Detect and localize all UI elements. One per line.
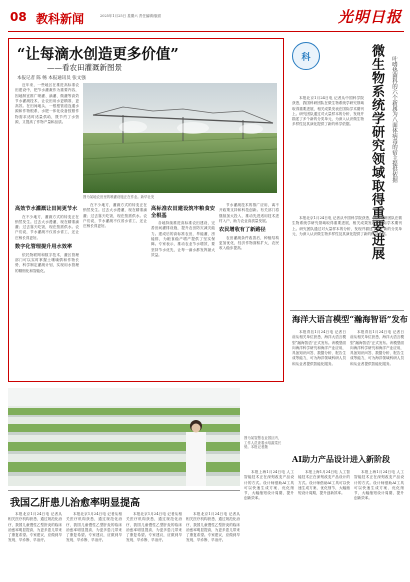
article-paragraph: 各地持续推进高标准农田建设，完善田间灌排设施，提升农田防灾减灾能力。建成后的高标准农田，旱能灌、涝能排，为粮食稳产增产提供了坚实保障。专家表示，推动农业节水增效，要坚持节水优先，让每一滴水都发挥最大效益。: [151, 221, 215, 257]
article-paragraph: 本报青岛1月24日电 记者日前从相关单位获悉，海洋大语言模型“瀚海智语”正式发布。该模型面向海洋科学研究和海洋产业应用，具备知识问答、数据分析、报告生成等能力，可为海洋领域科研人员和从业者提供智能化服务。: [350, 330, 404, 366]
page-number: 08: [10, 10, 27, 24]
lead-story-column: [151, 203, 215, 377]
article-paragraph: 在不少地方，灌溉方式的转变正在悄然发生。过去大水漫灌，现在精准滴灌；过去靠天吃饭，现在按需供水。农户们说，节水灌溉不仅省水省工，还让庄稼长得更好。: [15, 214, 79, 240]
medical-story-column: [8, 512, 62, 578]
lead-story-box: [8, 38, 284, 382]
medical-story-column: [126, 512, 182, 578]
section-subhead: 高效节水灌溉让田间更节水: [15, 206, 78, 212]
haiyang-story-title: 海洋大语言模型“瀚海智语”发布: [292, 314, 408, 324]
sidebar-story-column: [292, 216, 402, 308]
ai-story-column: [354, 470, 404, 576]
article-paragraph: 在不少地方，灌溉方式的转变正在悄然发生。过去大水漫灌，现在精准滴灌；过去靠天吃饭，现在按需供水。农户们说，节水灌溉不仅省水省工，还让庄稼长得更好。: [83, 203, 147, 229]
lead-story-column: [219, 203, 279, 377]
sidebar-story-subheadline: 叶嗜热菌科的六个新属为八面体病毒的宿主提供依据: [391, 56, 397, 183]
lead-story-column: [15, 83, 79, 195]
irrigation-photo: [83, 83, 277, 193]
article-paragraph: 本报青岛1月24日电 记者日前从相关单位获悉，海洋大语言模型“瀚海智语”正式发布。该模型面向海洋科学研究和海洋产业应用，具备知识问答、数据分析、报告生成等能力，可为海洋领域科研人员和从业者提供智能化服务。: [292, 330, 346, 366]
lead-story-column: [83, 203, 147, 377]
section-subhead: 农民增收有了新路径: [219, 227, 266, 234]
lead-story-subtitle: ——看农田灌溉新图景: [47, 63, 122, 72]
page-masthead: [8, 4, 404, 32]
science-seal-icon: [292, 42, 320, 70]
photo-caption: 图为某地农田里的喷灌设施正在作业。新华社发: [83, 195, 155, 199]
issue-meta: 2025年1月25日 星期六 责任编辑/版面: [100, 14, 161, 18]
article-paragraph: 节水灌溉技术的推广应用，离不开政策支持和科技创新。有关部门将继续加大投入，推动先进适用技术进村入户，助力农业高质量发展。: [219, 203, 279, 223]
article-paragraph: 本报北京1月24日电 记者从相关医疗机构获悉，通过规范化治疗，我国儿童慢性乙型肝炎的临床治愈率明显提高，为更多患儿带来了康复希望。专家建议，应做到早发现、早诊断、早治疗。: [66, 512, 122, 543]
lead-story-byline: 本报记者 陈 畅 本报通讯员 张文强: [17, 76, 86, 81]
divider: [290, 310, 404, 311]
article-paragraph: 本报北京1月24日电 记者从相关医疗机构获悉，通过规范化治疗，我国儿童慢性乙型肝炎的临床治愈率明显提高，为更多患儿带来了康复希望。专家建议，应做到早发现、早诊断、早治疗。: [126, 512, 182, 543]
newspaper-logo: 光明日报: [337, 8, 402, 26]
article-paragraph: 本报上海1月24日电 人工智能技术正在深刻改变产品设计的方式。设计师借助AI工具可以快速生成方案、优化细节，大幅缩短设计周期，提升创新效率。: [244, 470, 294, 501]
lead-story-column: [15, 203, 79, 377]
article-paragraph: 本报上海1月24日电 人工智能技术正在深刻改变产品设计的方式。设计师借助AI工具可以快速生成方案、优化细节，大幅缩短设计周期，提升创新效率。: [354, 470, 404, 501]
article-paragraph: 本报北京1月24日电 记者从相关医疗机构获悉，通过规范化治疗，我国儿童慢性乙型肝炎的临床治愈率明显提高，为更多患儿带来了康复希望。专家建议，应做到早发现、早诊断、早治疗。: [8, 512, 62, 543]
article-paragraph: 本报北京1月24日电 记者从相关医疗机构获悉，通过规范化治疗，我国儿童慢性乙型肝炎的临床治愈率明显提高，为更多患儿带来了康复希望。专家建议，应做到早发现、早诊断、早治疗。: [186, 512, 240, 543]
article-paragraph: 本报上海1月24日电 人工智能技术正在深刻改变产品设计的方式。设计师借助AI工具可以快速生成方案、优化细节，大幅缩短设计周期，提升创新效率。: [298, 470, 350, 496]
medical-story-column: [66, 512, 122, 578]
article-paragraph: 本报北京1月24日电 记者从中国科学院获悉，我国科研团队在微生物系统学研究领域取得重要进展，相关成果发表在国际学术期刊上。研究团队通过对大量样本的分析，发现并描述了多个新的分类单元，为深入认识微生物多样性及其演化提供了新的科学依据。: [292, 96, 364, 127]
medical-story-column: [186, 512, 240, 578]
ai-story-column: [244, 470, 294, 576]
ai-story-column: [298, 470, 350, 576]
sidebar-story-headline: 微生物系统学研究领域取得重要进展: [369, 44, 384, 260]
greenhouse-photo: [8, 388, 240, 486]
article-paragraph: 本报北京1月24日电 记者从中国科学院获悉，我国科研团队在微生物系统学研究领域取得重要进展，相关成果发表在国际学术期刊上。研究团队通过对大量样本的分析，发现并描述了多个新的分类单元，为深入认识微生物多样性及其演化提供了新的科学依据。: [292, 216, 402, 236]
article-paragraph: 近年来，一些地区在推进高标准农田建设中，把节水灌溉作为重要内容，因地制宜推广喷灌、滴灌、微灌等高效节水灌溉技术，让农田用水更精准、更高效。在田间地头，一根根管道连通水源和作物根系，水肥一体化设备按照作物需求适时适量供给，既节约了水资源，又提高了作物产量和品质。: [15, 83, 79, 125]
photo-caption: 图为某智慧农业园区内，工作人员查看水培蔬菜长势。本报记者摄: [244, 436, 282, 450]
lead-story-title: “让每滴水创造更多价值”: [17, 46, 179, 63]
article-paragraph: 农田灌溉条件改善后，种植结构更加优化，经济作物面积扩大，农民收入稳步提高。: [219, 235, 279, 251]
section-subhead: 高标准农田建设筑牢粮食安全根基: [151, 206, 215, 219]
section-subhead: 数字化管理提升用水效率: [15, 244, 73, 251]
divider: [8, 490, 240, 491]
medical-story-title: 我国乙肝患儿治愈率明显提高: [10, 498, 140, 509]
haiyang-story-column: [350, 330, 404, 448]
ai-story-title: AI助力产品设计进入新阶段: [292, 454, 390, 464]
article-paragraph: 依托物联网和数字技术，灌区管理部门可以实时掌握土壤墒情和作物长势，科学制定灌溉计划，实现用水管理的精细化和智能化。: [15, 252, 79, 273]
seal-text: 科: [301, 53, 311, 63]
section-title: 教科新闻: [36, 12, 85, 26]
haiyang-story-column: [292, 330, 346, 448]
